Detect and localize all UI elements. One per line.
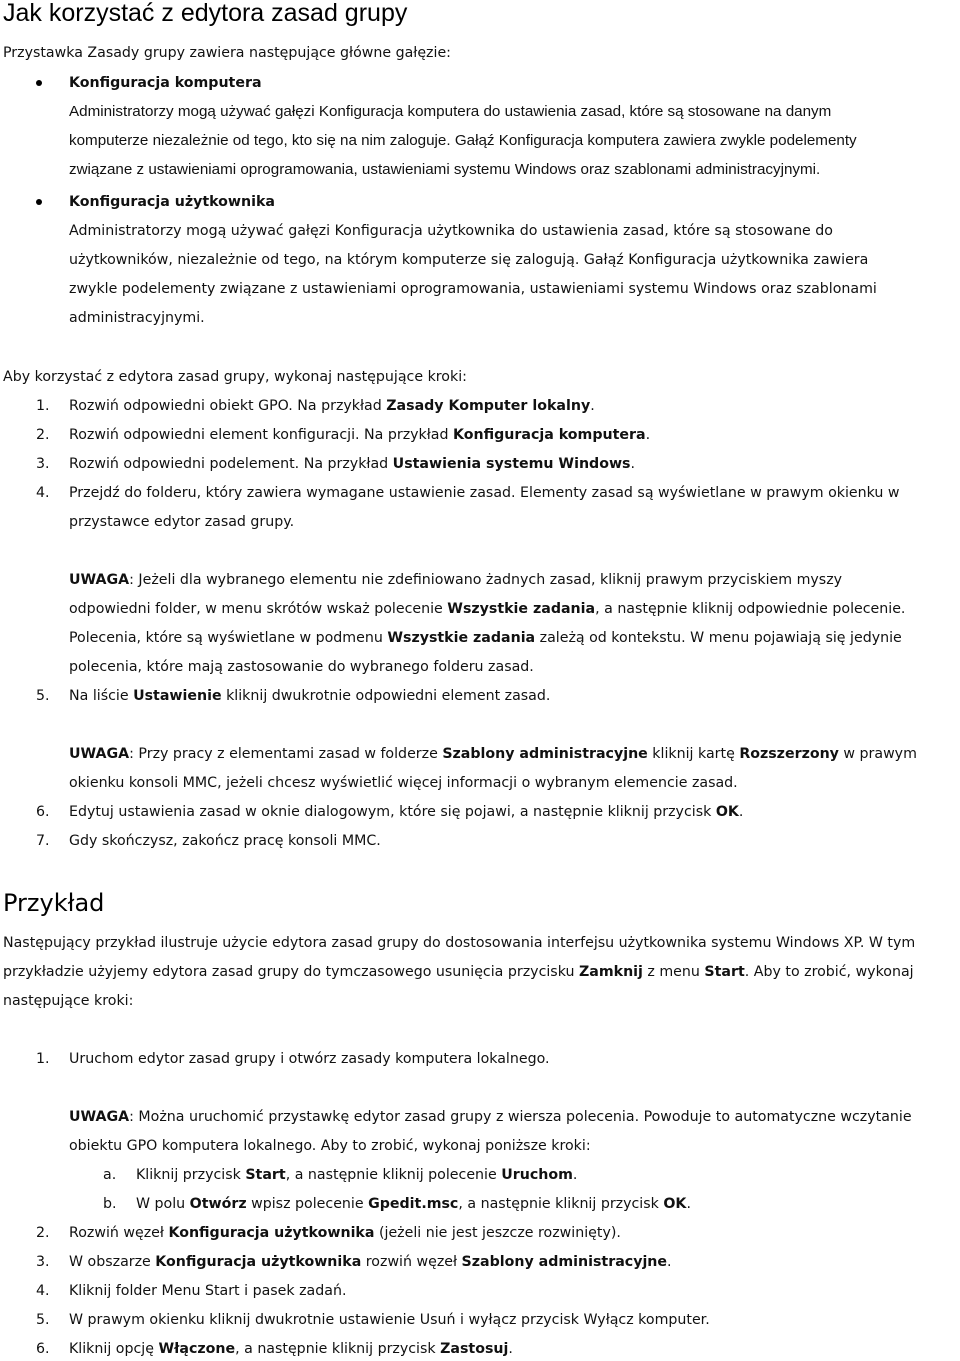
substep-letter: a. (103, 1167, 117, 1183)
note-line: UWAGA: Przy pracy z elementami zasad w folderze Szablony administracyjne kliknij kartę Rozszerzony w prawym (69, 746, 917, 762)
step-number: 1. (36, 398, 50, 414)
step-number: 4. (36, 485, 50, 501)
step-number: 7. (36, 833, 50, 849)
step-text: Przejdź do folderu, który zawiera wymagane ustawienie zasad. Elementy zasad są wyświetlane w prawym okienku w (69, 485, 900, 501)
branch-title: Konfiguracja użytkownika (69, 194, 275, 210)
section-heading: Przykład (3, 889, 105, 917)
step-number: 1. (36, 1051, 50, 1067)
step-number: 3. (36, 456, 50, 472)
intro-text: Przystawka Zasady grupy zawiera następujące główne gałęzie: (3, 45, 451, 61)
note-line: Polecenia, które są wyświetlane w podmenu Wszystkie zadania zależą od kontekstu. W menu pojawiają się jedynie (69, 630, 902, 646)
step-number: 5. (36, 688, 50, 704)
branch-line: użytkowników, niezależnie od tego, na którym komputerze się zalogują. Gałąź Konfiguracja użytkownika zawiera (69, 252, 869, 268)
step-number: 6. (36, 804, 50, 820)
note-line: UWAGA: Można uruchomić przystawkę edytor zasad grupy z wiersza polecenia. Powoduje to automatyczne wczytanie (69, 1109, 912, 1125)
branch-line: związane z ustawieniami oprogramowania, ustawieniami systemu Windows oraz szablonami administracyjnymi. (69, 161, 821, 178)
step-text: Rozwiń odpowiedni element konfiguracji. Na przykład Konfiguracja komputera. (69, 427, 651, 443)
step-text: Kliknij folder Menu Start i pasek zadań. (69, 1283, 347, 1299)
paragraph-line: Następujący przykład ilustruje użycie edytora zasad grupy do dostosowania interfejsu użytkownika systemu Windows XP. W tym (3, 935, 916, 951)
step-number: 5. (36, 1312, 50, 1328)
branch-title: Konfiguracja komputera (69, 75, 262, 91)
substep-text: W polu Otwórz wpisz polecenie Gpedit.msc, a następnie kliknij przycisk OK. (136, 1196, 691, 1212)
step-text: Rozwiń odpowiedni obiekt GPO. Na przykład Zasady Komputer lokalny. (69, 398, 595, 414)
branch-line: administracyjnymi. (69, 310, 205, 326)
step-text: Edytuj ustawienia zasad w oknie dialogowym, które się pojawi, a następnie kliknij przycisk OK. (69, 804, 744, 820)
step-number: 6. (36, 1341, 50, 1357)
branch-line: zwykle podelementy związane z ustawieniami oprogramowania, ustawieniami systemu Windows oraz szablonami (69, 281, 877, 297)
branch-line: Administratorzy mogą używać gałęzi Konfiguracja użytkownika do ustawienia zasad, które są stosowane do (69, 223, 833, 239)
step-text: Kliknij opcję Włączone, a następnie kliknij przycisk Zastosuj. (69, 1341, 513, 1357)
branch-line: Administratorzy mogą używać gałęzi Konfiguracja komputera do ustawienia zasad, które są stosowane na danym (69, 103, 832, 120)
step-number: 4. (36, 1283, 50, 1299)
paragraph-line: przykładzie użyjemy edytora zasad grupy do tymczasowego usunięcia przycisku Zamknij z menu Start. Aby to zrobić, wykonaj (3, 964, 914, 980)
step-text: Rozwiń węzeł Konfiguracja użytkownika (jeżeli nie jest jeszcze rozwinięty). (69, 1225, 621, 1241)
step-text: W prawym okienku kliknij dwukrotnie ustawienie Usuń i wyłącz przycisk Wyłącz komputer. (69, 1312, 710, 1328)
step-text: W obszarze Konfiguracja użytkownika rozwiń węzeł Szablony administracyjne. (69, 1254, 672, 1270)
step-text: przystawce edytor zasad grupy. (69, 514, 295, 530)
steps-intro: Aby korzystać z edytora zasad grupy, wykonaj następujące kroki: (3, 369, 467, 385)
step-number: 2. (36, 1225, 50, 1241)
step-text: Gdy skończysz, zakończ pracę konsoli MMC. (69, 833, 381, 849)
paragraph-line: następujące kroki: (3, 993, 134, 1009)
note-line: odpowiedni folder, w menu skrótów wskaż polecenie Wszystkie zadania, a następnie kliknij odpowiednie polecenie. (69, 601, 906, 617)
note-line: okienku konsoli MMC, jeżeli chcesz wyświetlić więcej informacji o wybranym elemencie zasad. (69, 775, 738, 791)
substep-text: Kliknij przycisk Start, a następnie kliknij polecenie Uruchom. (136, 1167, 578, 1183)
note-line: UWAGA: Jeżeli dla wybranego elementu nie zdefiniowano żadnych zasad, kliknij prawym przyciskiem myszy (69, 572, 843, 588)
step-number: 3. (36, 1254, 50, 1270)
step-text: Na liście Ustawienie kliknij dwukrotnie odpowiedni element zasad. (69, 688, 551, 704)
step-text: Uruchom edytor zasad grupy i otwórz zasady komputera lokalnego. (69, 1051, 550, 1067)
note-line: obiektu GPO komputera lokalnego. Aby to zrobić, wykonaj poniższe kroki: (69, 1138, 591, 1154)
page-title: Jak korzystać z edytora zasad grupy (3, 0, 408, 27)
branch-line: komputerze niezależnie od tego, kto się na nim zaloguje. Gałąź Konfiguracja komputera zawiera zwykle podelementy (69, 132, 857, 149)
step-text: Rozwiń odpowiedni podelement. Na przykład Ustawienia systemu Windows. (69, 456, 636, 472)
note-line: polecenia, które mają zastosowanie do wybranego folderu zasad. (69, 659, 534, 675)
bullet-icon (36, 199, 42, 205)
bullet-icon (36, 80, 42, 86)
step-number: 2. (36, 427, 50, 443)
substep-letter: b. (103, 1196, 117, 1212)
